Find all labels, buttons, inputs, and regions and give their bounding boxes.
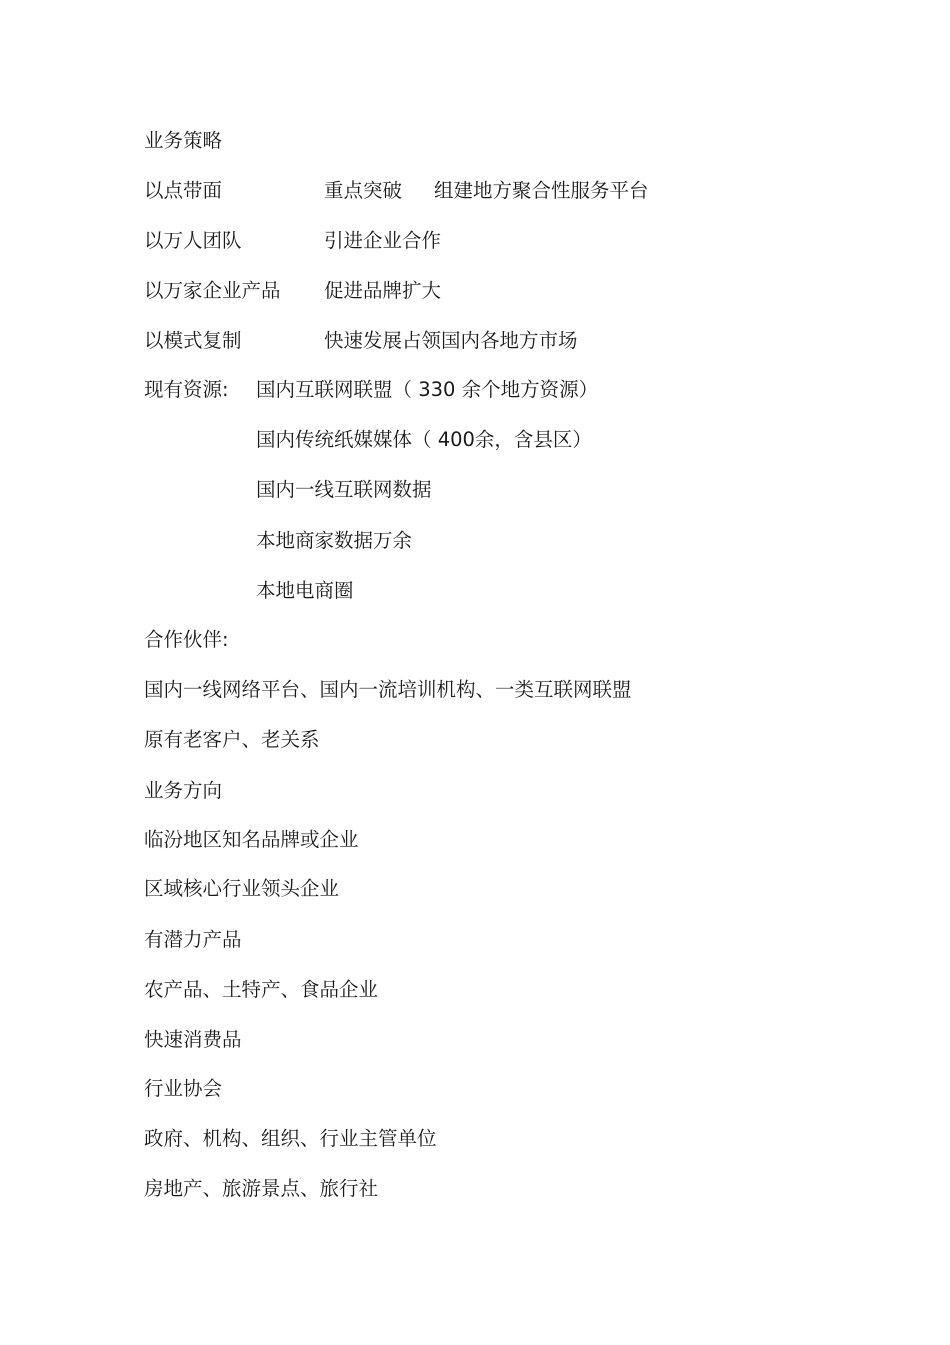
resources-label: 现有资源: [144,378,229,401]
strategy-row-left: 以万家企业产品 [144,279,281,302]
resources-row [144,378,599,402]
resources-item: 国内互联网联盟（ 330 余个地方资源） [256,378,599,401]
strategy-row-left: 以模式复制 [144,329,242,352]
strategy-row-mid: 引进企业合作 [324,229,442,252]
strategy-row-mid: 重点突破 [324,179,403,202]
direction-item: 区域核心行业领头企业 [144,877,340,900]
strategy-row [144,279,442,303]
strategy-row [144,179,649,203]
strategy-row-left: 以万人团队 [144,229,242,252]
partners-item: 国内一线网络平台、国内一流培训机构、一类互联网联盟 [144,678,632,701]
direction-item: 房地产、旅游景点、旅行社 [144,1177,379,1200]
resources-item: 本地商家数据万余 [256,529,413,552]
resources-item: 国内一线互联网数据 [256,478,432,501]
strategy-row-mid: 快速发展占领国内各地方市场 [324,329,578,352]
direction-item: 有潜力产品 [144,928,242,951]
direction-item: 农产品、土特产、食品企业 [144,978,379,1001]
direction-heading: 业务方向 [144,779,223,802]
strategy-row-mid: 促进品牌扩大 [324,279,442,302]
partners-label: 合作伙伴: [144,628,229,651]
strategy-row [144,229,442,253]
direction-item: 快速消费品 [144,1028,242,1051]
strategy-row [144,329,578,353]
partners-item: 原有老客户、老关系 [144,728,320,751]
resources-item: 国内传统纸媒媒体（ 400余，含县区） [256,428,592,451]
strategy-row-left: 以点带面 [144,179,223,202]
direction-item: 临汾地区知名品牌或企业 [144,828,359,851]
direction-item: 政府、机构、组织、行业主管单位 [144,1127,437,1150]
resources-item: 本地电商圈 [256,579,354,602]
strategy-heading: 业务策略 [144,129,223,152]
direction-item: 行业协会 [144,1077,223,1100]
strategy-row-right: 组建地方聚合性服务平台 [434,179,649,202]
